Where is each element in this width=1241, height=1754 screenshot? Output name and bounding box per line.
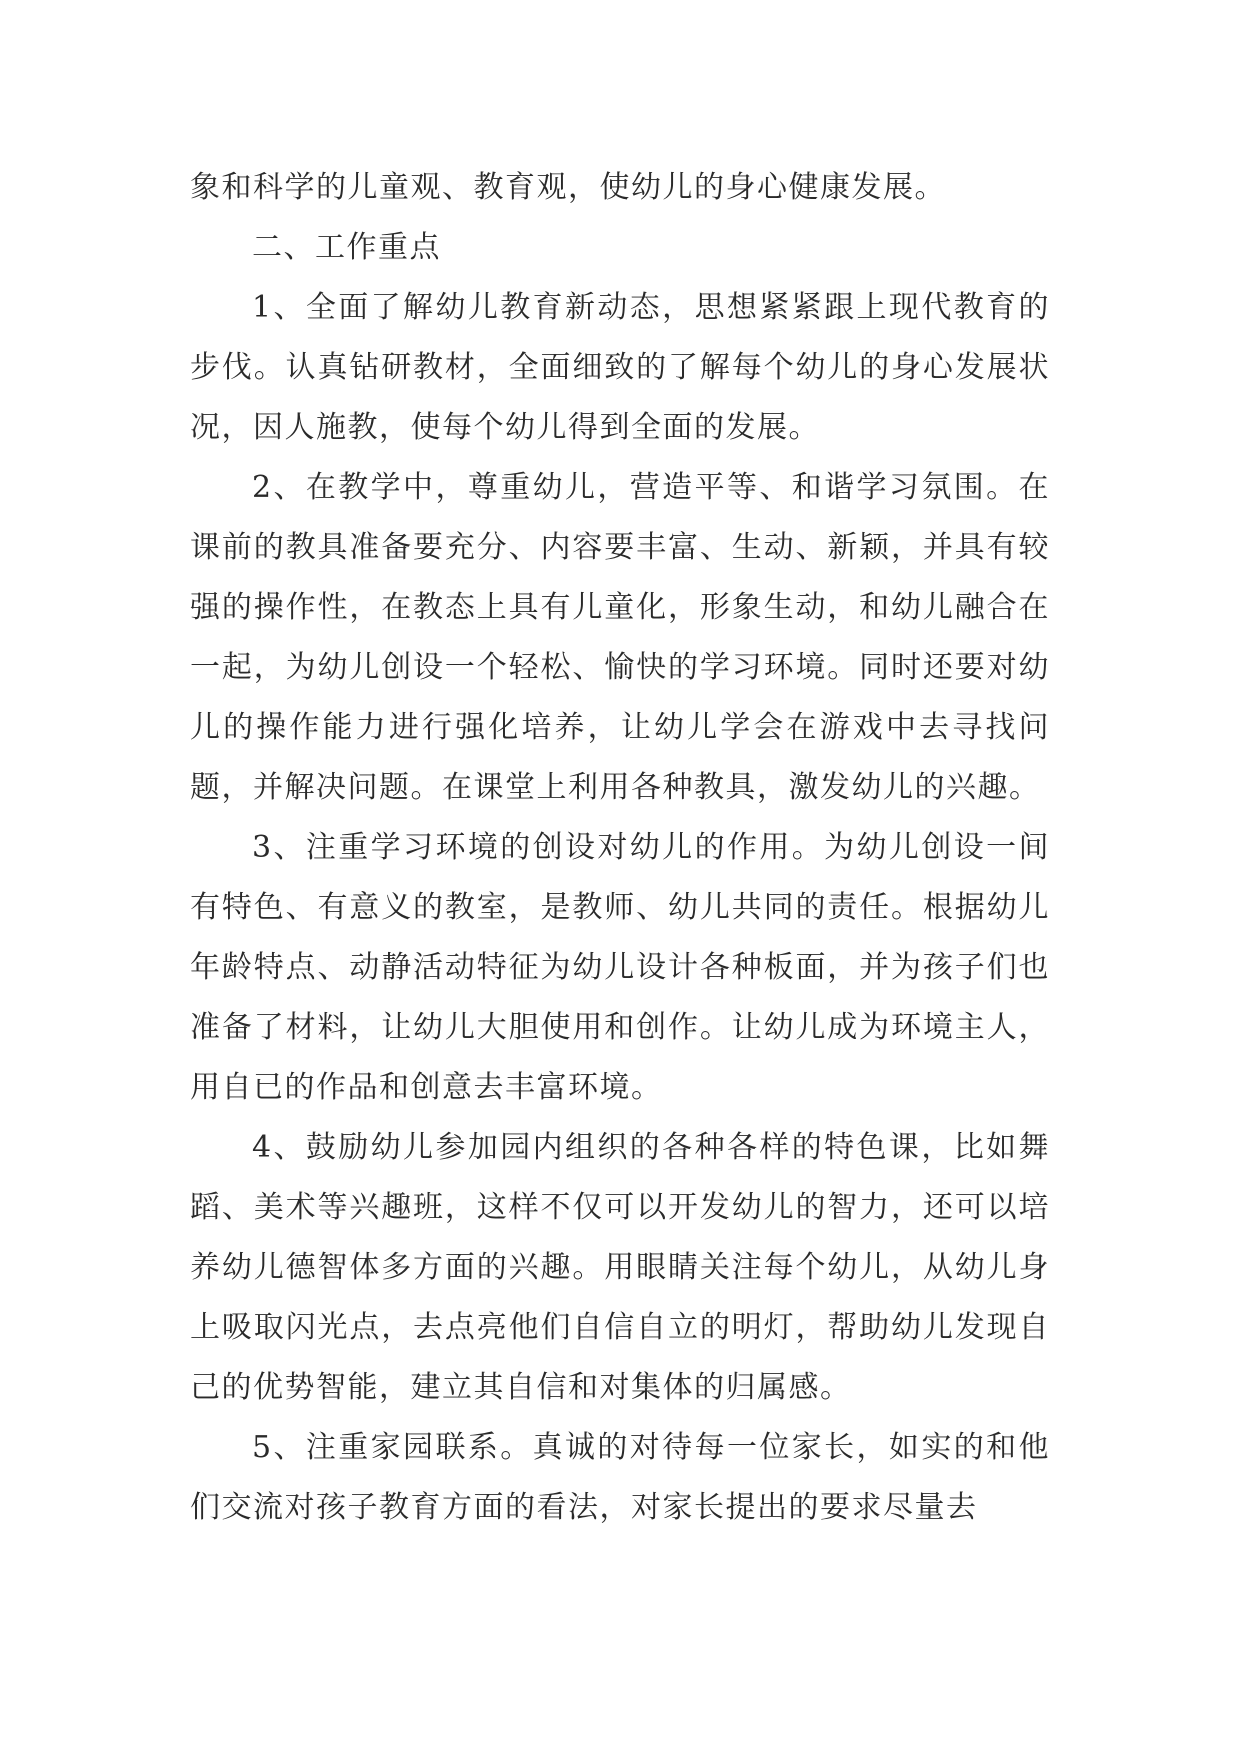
paragraph-item-2: 2、在教学中，尊重幼儿，营造平等、和谐学习氛围。在课前的教具准备要充分、内容要丰富、生动、新颖，并具有较强的操作性，在教态上具有儿童化，形象生动，和幼儿融合在一起，为幼儿创设一个轻松、愉快的学习环境。同时还要对幼儿的操作能力进行强化培养，让幼儿学会在游戏中去寻找问题，并解决问题。在课堂上利用各种教具，激发幼儿的兴趣。 bbox=[190, 470, 1050, 805]
paragraph-item-3: 3、注重学习环境的创设对幼儿的作用。为幼儿创设一间有特色、有意义的教室，是教师、幼儿共同的责任。根据幼儿年龄特点、动静活动特征为幼儿设计各种板面，并为孩子们也准备了材料，让幼儿大胆使用和创作。让幼儿成为环境主人，用自已的作品和创意去丰富环境。 bbox=[190, 830, 1050, 1105]
paragraph-item-1: 1、全面了解幼儿教育新动态，思想紧紧跟上现代教育的步伐。认真钻研教材，全面细致的了解每个幼儿的身心发展状况，因人施教，使每个幼儿得到全面的发展。 bbox=[190, 290, 1050, 445]
paragraph-continuation: 象和科学的儿童观、教育观，使幼儿的身心健康发展。 bbox=[190, 170, 946, 205]
paragraph-item-5: 5、注重家园联系。真诚的对待每一位家长，如实的和他们交流对孩子教育方面的看法，对家长提出的要求尽量去 bbox=[190, 1430, 1050, 1525]
document-page bbox=[190, 158, 1050, 1538]
section-heading: 二、工作重点 bbox=[252, 230, 441, 265]
paragraph-item-4: 4、鼓励幼儿参加园内组织的各种各样的特色课，比如舞蹈、美术等兴趣班，这样不仅可以开发幼儿的智力，还可以培养幼儿德智体多方面的兴趣。用眼睛关注每个幼儿，从幼儿身上吸取闪光点，去点亮他们自信自立的明灯，帮助幼儿发现自己的优势智能，建立其自信和对集体的归属感。 bbox=[190, 1130, 1050, 1405]
